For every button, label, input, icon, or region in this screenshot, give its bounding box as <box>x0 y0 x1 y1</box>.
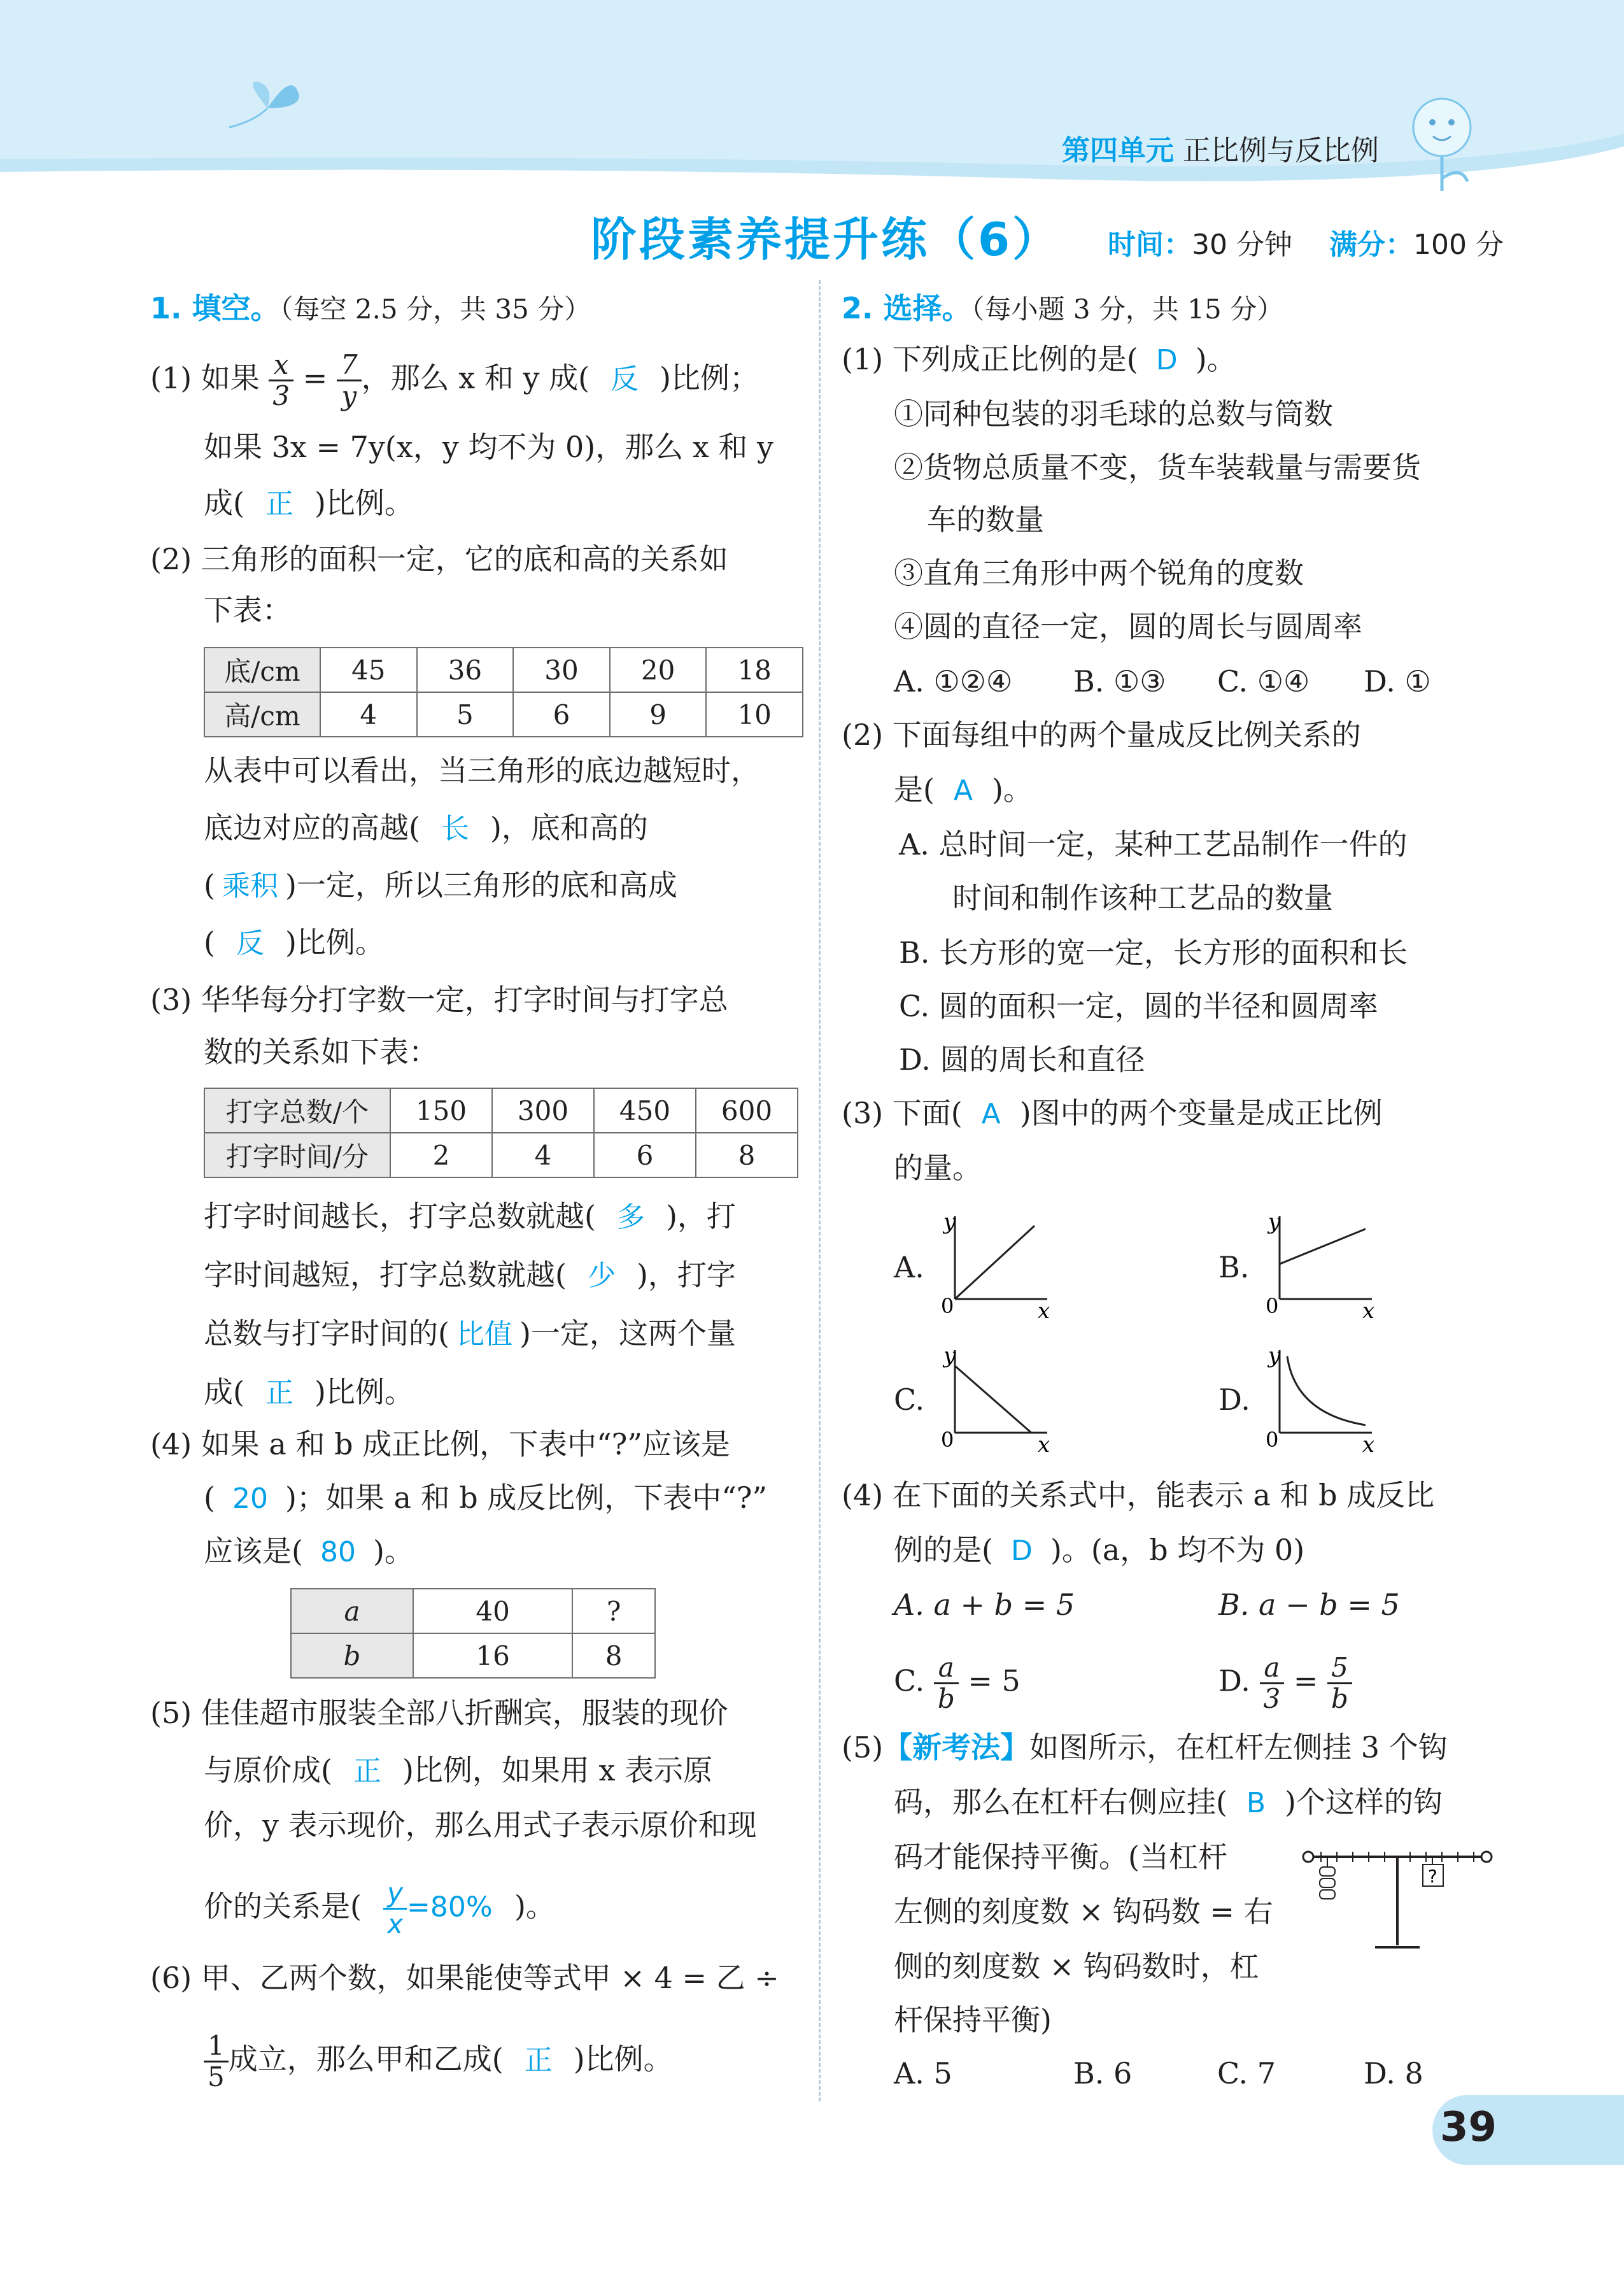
answer-q1-6-a[interactable]: 正 <box>524 2043 553 2077</box>
q2-5-opt-d[interactable]: D. 8 <box>1364 2056 1423 2091</box>
graph-label-c[interactable]: C. <box>894 1382 925 1417</box>
q2-4-line2: 例的是( D )。(a，b 均不为 0) <box>894 1531 1304 1570</box>
q1-2-line4: 底边对应的高越( 长 )，底和高的 <box>204 809 648 848</box>
table-cell: 20 <box>610 648 707 692</box>
q2-5-line4: 左侧的刻度数 × 钩码数 = 右 <box>894 1894 1273 1929</box>
time-score <box>1108 222 1504 262</box>
answer-q1-1-a[interactable]: 反 <box>611 362 639 395</box>
origin-label: 0 <box>941 1428 954 1452</box>
answer-q2-4[interactable]: D <box>1011 1535 1033 1567</box>
q2-1-item1: ①同种包装的羽毛球的总数与筒数 <box>894 397 1333 431</box>
score-value: 100 分 <box>1413 229 1504 261</box>
section-2-number: 2. 选择。 <box>842 291 971 325</box>
header-band <box>0 0 1624 191</box>
table-triangle <box>204 647 803 737</box>
q1-2-line3: 从表中可以看出，当三角形的底边越短时， <box>204 753 760 788</box>
q1-5-line2: 与原价成( 正 )比例，如果用 x 表示原 <box>204 1751 712 1791</box>
answer-q2-5[interactable]: B <box>1246 1787 1266 1819</box>
answer-q2-1[interactable]: D <box>1155 344 1178 376</box>
section-1-heading <box>150 285 591 327</box>
table-cell: 打字总数/个 <box>204 1088 390 1133</box>
answer-q1-1-b[interactable]: 正 <box>265 488 293 520</box>
table-cell: 4 <box>320 692 417 737</box>
answer-q2-2[interactable]: A <box>953 774 973 807</box>
table-cell: 9 <box>610 692 707 737</box>
q2-5-line1: (5)【新考法】如图所示，在杠杆左侧挂 3 个钩 <box>842 1730 1448 1764</box>
axis-x-label: x <box>1038 1298 1050 1318</box>
q2-1-item3: ③直角三角形中两个锐角的度数 <box>894 556 1304 590</box>
q1-2-line5: ( 乘积 )一定，所以三角形的底和高成 <box>204 866 677 905</box>
q2-1-item4: ④圆的直径一定，圆的周长与圆周率 <box>894 609 1362 644</box>
table-cell: 450 <box>594 1088 696 1133</box>
q1-3-line2: 数的关系如下表： <box>204 1035 438 1069</box>
q2-1-opt-b[interactable]: B. ①③ <box>1073 664 1166 699</box>
answer-q1-2-a[interactable]: 长 <box>441 813 469 845</box>
q2-2-line2: 是( A )。 <box>894 770 1033 810</box>
table-cell: ? <box>572 1589 655 1633</box>
answer-q1-3-c[interactable]: 比值 <box>456 1318 512 1351</box>
q1-3-line3: 打字时间越长，打字总数就越( 多 )，打 <box>204 1197 736 1237</box>
q1-3-line5: 总数与打字时间的( 比值 )一定，这两个量 <box>204 1314 736 1354</box>
table-cell: 40 <box>413 1589 572 1633</box>
answer-q1-5-a[interactable]: 正 <box>353 1755 381 1787</box>
new-method-tag: 【新考法】 <box>883 1730 1030 1764</box>
q1-3-line6: 成( 正 )比例。 <box>204 1373 414 1412</box>
q2-5-opt-a[interactable]: A. 5 <box>894 2056 952 2091</box>
graph-b <box>1260 1203 1388 1318</box>
axis-y-label: y <box>1268 1343 1281 1368</box>
answer-q1-3-d[interactable]: 正 <box>265 1377 293 1409</box>
q2-2-opt-b[interactable]: B. 长方形的宽一定，长方形的面积和长 <box>899 935 1408 970</box>
q2-1-opt-d[interactable]: D. ① <box>1364 664 1431 699</box>
q1-1-line1: (1) 如果 $\frac{x}{3}$ = $\frac{7}{y}$ ，那么 x 和 y 成( 反 )比例； <box>150 349 759 411</box>
answer-q1-5-b[interactable]: $\frac{y}{x}$ =80% <box>362 1878 514 1939</box>
table-cell: 10 <box>706 692 803 737</box>
table-cell: 4 <box>492 1133 594 1177</box>
section-2-rule: （每小题 3 分，共 15 分） <box>971 294 1284 325</box>
q2-4-opt-b[interactable]: B. a − b = 5 <box>1218 1587 1400 1622</box>
unit-title: 正比例与反比例 <box>1183 134 1379 167</box>
q2-1-item2b: 车的数量 <box>927 502 1044 537</box>
answer-q1-2-b[interactable]: 乘积 <box>222 870 278 902</box>
q1-2-line1: (2) 三角形的面积一定，它的底和高的关系如 <box>150 542 728 576</box>
sun-flower-icon <box>1413 99 1471 191</box>
unit-heading <box>1062 127 1379 168</box>
section-1-rule: （每空 2.5 分，共 35 分） <box>279 294 591 325</box>
time-value: 30 分钟 <box>1192 229 1292 261</box>
section-2-heading <box>842 285 1283 327</box>
table-cell: a <box>291 1589 413 1633</box>
page-title: 阶段素养提升练（6） <box>591 213 1061 266</box>
table-cell: 45 <box>320 648 417 692</box>
table-ab <box>290 1588 656 1679</box>
axis-x-label: x <box>1038 1432 1050 1452</box>
q1-3-line1: (3) 华华每分打字数一定，打字时间与打字总 <box>150 983 728 1017</box>
axis-x-label: x <box>1362 1432 1375 1452</box>
q1-1-line2: 如果 3x = 7y(x，y 均不为 0)，那么 x 和 y <box>204 430 774 464</box>
q2-5-line6: 杆保持平衡) <box>894 2003 1052 2037</box>
table-cell: 2 <box>390 1133 492 1177</box>
q2-2-opt-d[interactable]: D. 圆的周长和直径 <box>899 1042 1145 1077</box>
answer-q1-4-a[interactable]: 20 <box>232 1482 268 1515</box>
q2-5-opt-b[interactable]: B. 6 <box>1073 2056 1133 2091</box>
graph-label-d[interactable]: D. <box>1218 1382 1250 1417</box>
graph-c <box>936 1337 1063 1452</box>
table-typing <box>204 1088 798 1178</box>
origin-label: 0 <box>1266 1294 1279 1318</box>
q2-2-opt-a[interactable]: A. 总时间一定，某种工艺品制作一件的 <box>899 827 1408 862</box>
table-cell: 150 <box>390 1088 492 1133</box>
table-cell: 600 <box>696 1088 798 1133</box>
graph-label-a[interactable]: A. <box>894 1250 924 1284</box>
q2-5-line5: 侧的刻度数 × 钩码数时，杠 <box>894 1949 1259 1984</box>
q1-6-line1: (6) 甲、乙两个数，如果能使等式甲 × 4 = 乙 ÷ <box>150 1961 779 1995</box>
q2-2-line1: (2) 下面每组中的两个量成反比例关系的 <box>842 718 1361 752</box>
q2-1-item2: ②货物总质量不变，货车装载量与需要货 <box>894 450 1421 485</box>
q2-4-opt-d[interactable]: D. $\frac{a}{3}$ = $\frac{5}{b}$ <box>1218 1653 1352 1714</box>
q2-2-opt-c[interactable]: C. 圆的面积一定，圆的半径和圆周率 <box>899 989 1378 1023</box>
table-cell: 6 <box>513 692 610 737</box>
graph-d <box>1260 1337 1388 1452</box>
answer-q1-3-a[interactable]: 多 <box>616 1201 645 1233</box>
q2-4-line1: (4) 在下面的关系式中，能表示 a 和 b 成反比 <box>842 1478 1435 1512</box>
table-cell: 5 <box>417 692 514 737</box>
lever-diagram <box>1302 1834 1493 1961</box>
origin-label: 0 <box>941 1294 954 1318</box>
table-cell: 300 <box>492 1088 594 1133</box>
table-cell: 18 <box>706 648 803 692</box>
axis-y-label: y <box>1268 1209 1281 1235</box>
page-number: 39 <box>1440 2104 1497 2151</box>
q2-3-line2: 的量。 <box>894 1151 982 1185</box>
table-cell: 30 <box>513 648 610 692</box>
score-key: 满分： <box>1329 229 1413 261</box>
q2-2-opt-a2: 时间和制作该种工艺品的数量 <box>952 881 1333 915</box>
section-1-number: 1. 填空。 <box>150 291 280 325</box>
q2-3-line1: (3) 下面( A )图中的两个变量是成正比例 <box>842 1094 1383 1133</box>
column-divider <box>819 280 821 2101</box>
origin-label: 0 <box>1266 1428 1279 1452</box>
q1-3-line4: 字时间越短，打字总数就越( 少 )，打字 <box>204 1256 736 1295</box>
q1-5-line1: (5) 佳佳超市服装全部八折酬宾，服装的现价 <box>150 1696 728 1730</box>
q1-4-line3: 应该是( 80 )。 <box>204 1532 414 1572</box>
unit-label: 第四单元 <box>1062 134 1174 167</box>
q2-5-opt-c[interactable]: C. 7 <box>1217 2056 1276 2091</box>
table-cell: 16 <box>413 1633 572 1678</box>
q1-4-line2: ( 20 )；如果 a 和 b 成反比例，下表中“?” <box>204 1479 767 1518</box>
table-cell: 底/cm <box>204 648 320 692</box>
q2-5-line3: 码才能保持平衡。(当杠杆 <box>894 1840 1227 1874</box>
q1-4-line1: (4) 如果 a 和 b 成正比例，下表中“?”应该是 <box>150 1427 730 1461</box>
table-cell: 8 <box>572 1633 655 1678</box>
q1-6-line2: $\frac{1}{5}$ 成立，那么甲和乙成( 正 )比例。 <box>204 2031 673 2092</box>
q1-2-line2: 下表： <box>204 593 292 627</box>
q1-5-line3: 价，y 表示现价，那么用式子表示原价和现 <box>204 1808 757 1842</box>
graph-a <box>936 1203 1063 1318</box>
table-cell: 36 <box>417 648 514 692</box>
answer-q1-2-c[interactable]: 反 <box>236 927 264 960</box>
axis-y-label: y <box>943 1209 956 1235</box>
table-cell: 6 <box>594 1133 696 1177</box>
q2-1-opt-c[interactable]: C. ①④ <box>1217 664 1310 699</box>
time-key: 时间： <box>1108 229 1192 261</box>
table-cell: 8 <box>696 1133 798 1177</box>
answer-q1-3-b[interactable]: 少 <box>587 1260 616 1292</box>
q1-5-line4: 价的关系是( $\frac{y}{x}$ =80% )。 <box>204 1877 555 1940</box>
q2-1-opt-a[interactable]: A. ①②④ <box>894 664 1013 699</box>
q2-1-line1: (1) 下列成正比例的是( D )。 <box>842 340 1236 380</box>
q2-4-opt-a[interactable]: A. a + b = 5 <box>894 1587 1075 1622</box>
q1-2-line6: ( 反 )比例。 <box>204 923 385 963</box>
answer-q1-4-b[interactable]: 80 <box>320 1536 356 1568</box>
table-cell: 打字时间/分 <box>204 1133 390 1177</box>
table-cell: 高/cm <box>204 692 320 737</box>
table-cell: b <box>291 1633 413 1678</box>
q2-5-line2: 码，那么在杠杆右侧应挂( B )个这样的钩 <box>894 1783 1443 1822</box>
answer-q2-3[interactable]: A <box>981 1098 1001 1130</box>
graph-label-b[interactable]: B. <box>1218 1250 1250 1284</box>
axis-y-label: y <box>943 1343 956 1368</box>
q1-1-line3: 成( 正 )比例。 <box>204 484 414 523</box>
q2-4-opt-c[interactable]: C. $\frac{a}{b}$ = 5 <box>894 1652 1020 1714</box>
unknown-hooks-mark: ? <box>1428 1866 1437 1887</box>
axis-x-label: x <box>1362 1298 1375 1318</box>
